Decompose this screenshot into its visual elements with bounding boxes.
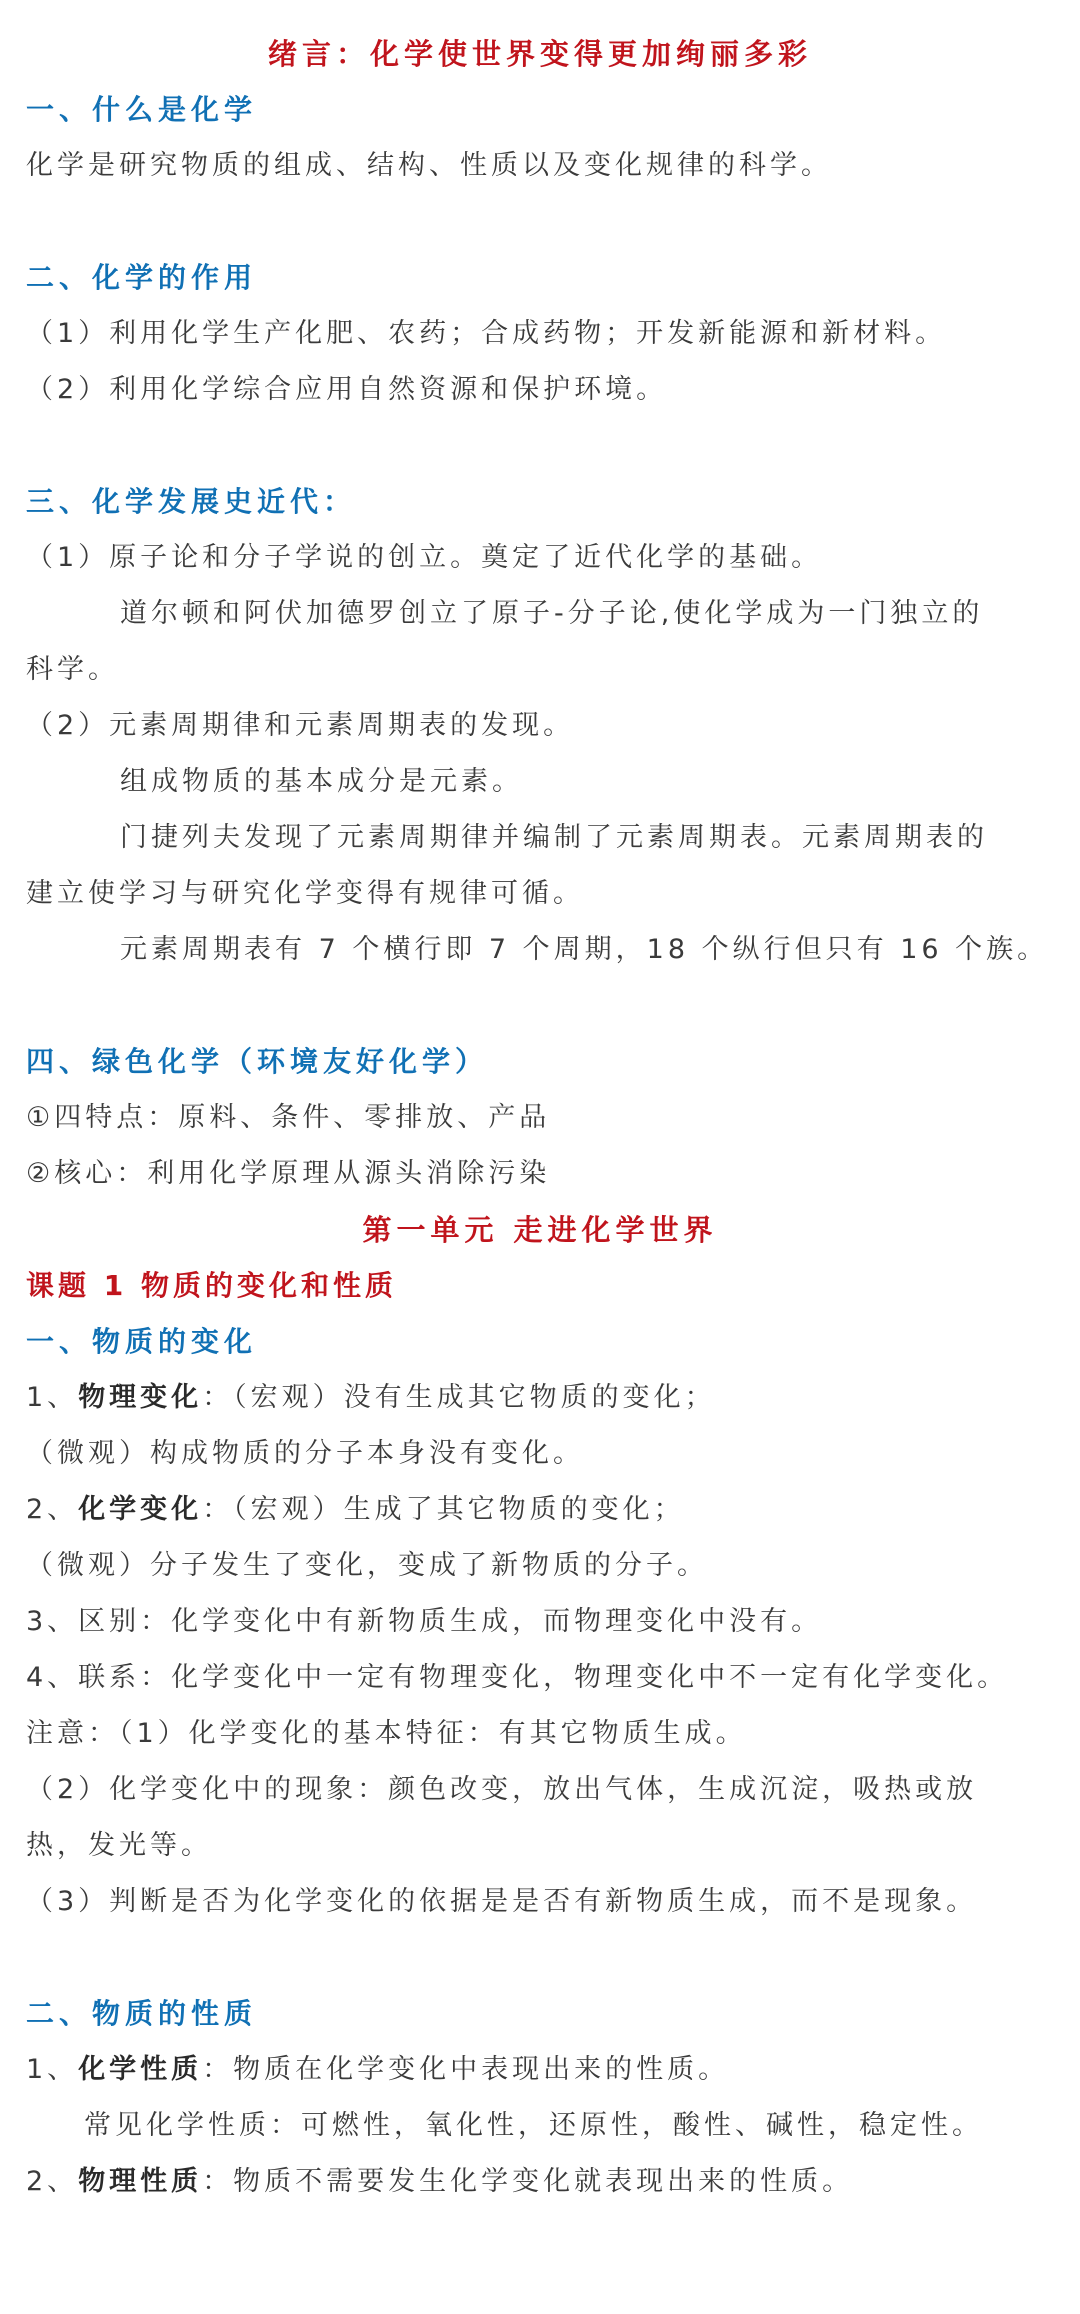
section-heading-history: 三、化学发展史近代： — [26, 485, 357, 518]
list-item-chemical-property — [26, 2050, 1056, 2090]
term-physical-change: 物理变化 — [78, 1382, 203, 1413]
term-physical-property: 物理性质 — [78, 2166, 203, 2197]
list-item-history-2: （2）元素周期律和元素周期表的发现。 — [26, 710, 575, 741]
intro-title: 绪言：化学使世界变得更加绚丽多彩 — [267, 37, 812, 71]
section-heading-properties: 二、物质的性质 — [26, 1997, 258, 2030]
note-feature: 注意：（1）化学变化的基本特征：有其它物质生成。 — [26, 1718, 747, 1749]
paragraph-chemical-micro: （微观）分子发生了变化，变成了新物质的分子。 — [26, 1550, 708, 1581]
section-heading-changes: 一、物质的变化 — [26, 1325, 258, 1358]
paragraph-periodic-table: 元素周期表有 7 个横行即 7 个周期，18 个纵行但只有 16 个族。 — [120, 934, 1049, 965]
list-item-physical-property — [26, 2162, 1056, 2202]
paragraph-dalton: 道尔顿和阿伏加德罗创立了原子-分子论,使化学成为一门独立的 — [120, 598, 984, 629]
paragraph-physical-micro: （微观）构成物质的分子本身没有变化。 — [26, 1438, 584, 1469]
section-heading-green-chemistry: 四、绿色化学（环境友好化学） — [26, 1045, 489, 1078]
list-item-relation: 4、联系：化学变化中一定有物理变化，物理变化中不一定有化学变化。 — [26, 1662, 1009, 1693]
paragraph-mendeleev: 门捷列夫发现了元素周期律并编制了元素周期表。元素周期表的 — [120, 822, 988, 853]
item-text: ：物质在化学变化中表现出来的性质。 — [202, 2054, 730, 2085]
list-item-history-1: （1）原子论和分子学说的创立。奠定了近代化学的基础。 — [26, 542, 823, 573]
item-text: ：物质不需要发生化学变化就表现出来的性质。 — [202, 2166, 854, 2197]
item-text: ：（宏观）生成了其它物质的变化； — [202, 1494, 685, 1525]
lesson-title: 课题 1 物质的变化和性质 — [26, 1269, 397, 1302]
section-heading-role: 二、化学的作用 — [26, 261, 258, 294]
paragraph-definition: 化学是研究物质的组成、结构、性质以及变化规律的科学。 — [26, 150, 832, 181]
term-chemical-change: 化学变化 — [78, 1494, 203, 1525]
item-number: 2、 — [26, 2166, 79, 2197]
item-number: 1、 — [26, 2054, 79, 2085]
item-number: 1、 — [26, 1382, 79, 1413]
note-criterion: （3）判断是否为化学变化的依据是是否有新物质生成，而不是现象。 — [26, 1886, 978, 1917]
list-item-green-2: ②核心：利用化学原理从源头消除污染 — [26, 1158, 551, 1189]
list-item-role-2: （2）利用化学综合应用自然资源和保护环境。 — [26, 374, 668, 405]
note-phenomena: （2）化学变化中的现象：颜色改变，放出气体，生成沉淀，吸热或放 — [26, 1774, 978, 1805]
list-item-green-1: ①四特点：原料、条件、零排放、产品 — [26, 1102, 551, 1133]
term-chemical-property: 化学性质 — [78, 2054, 203, 2085]
unit-title: 第一单元 走进化学世界 — [362, 1213, 718, 1247]
list-item-chemical-change — [26, 1490, 1056, 1530]
note-phenomena-cont: 热，发光等。 — [26, 1830, 212, 1861]
list-item-role-1: （1）利用化学生产化肥、农药；合成药物；开发新能源和新材料。 — [26, 318, 947, 349]
list-item-difference: 3、区别：化学变化中有新物质生成，而物理变化中没有。 — [26, 1606, 823, 1637]
paragraph-dalton-cont: 科学。 — [26, 654, 119, 685]
paragraph-mendeleev-cont: 建立使学习与研究化学变得有规律可循。 — [26, 878, 584, 909]
list-item-physical-change — [26, 1378, 1056, 1418]
item-text: ：（宏观）没有生成其它物质的变化； — [202, 1382, 716, 1413]
paragraph-elements: 组成物质的基本成分是元素。 — [120, 766, 523, 797]
section-heading-what-is-chemistry: 一、什么是化学 — [26, 93, 258, 126]
paragraph-common-chemical-properties: 常见化学性质：可燃性，氧化性，还原性，酸性、碱性，稳定性。 — [84, 2110, 983, 2141]
item-number: 2、 — [26, 1494, 79, 1525]
